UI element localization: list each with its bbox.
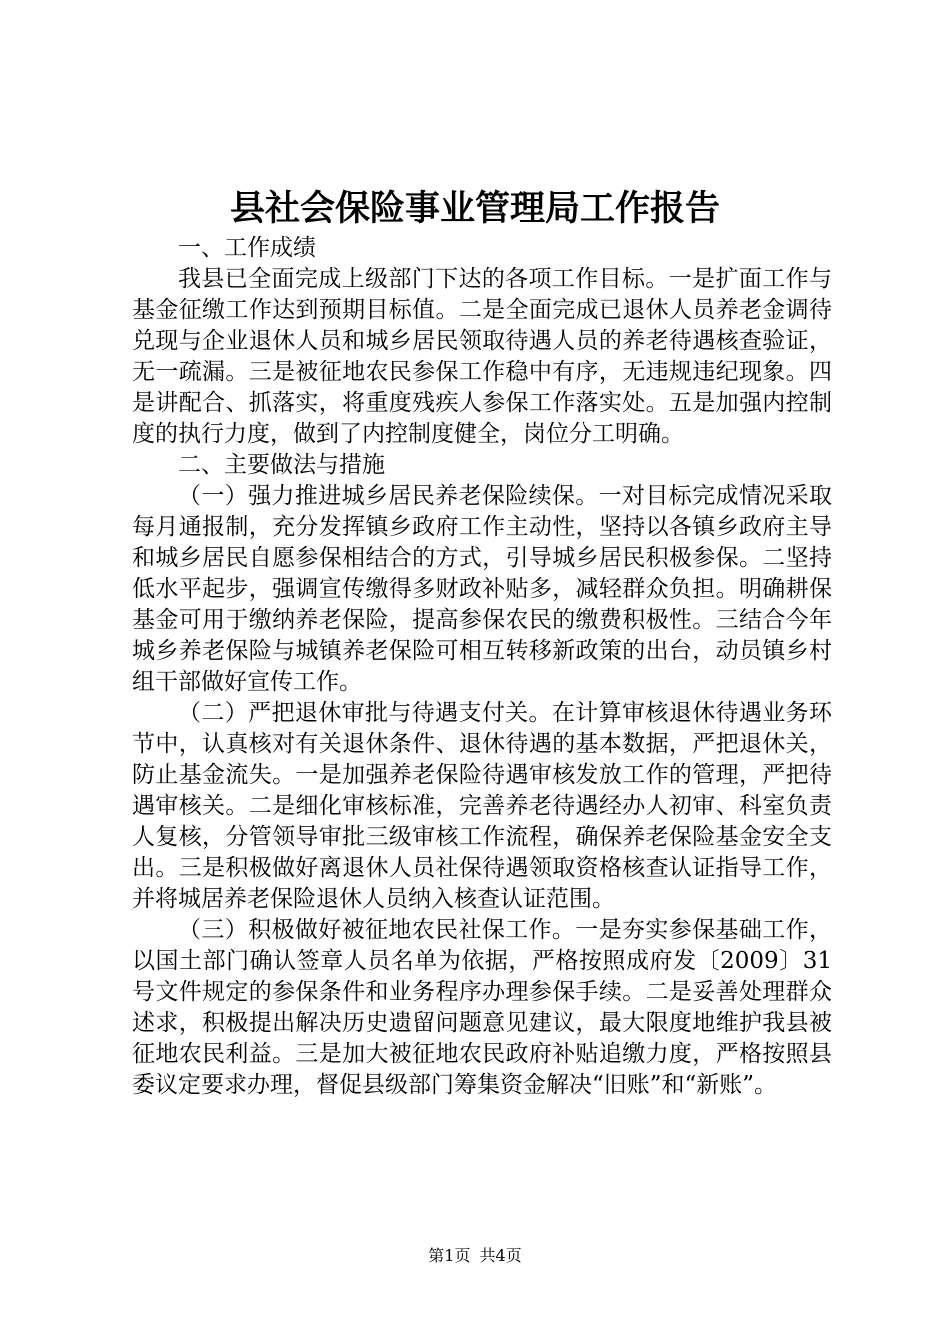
section-heading-achievements: 一、工作成绩	[178, 235, 316, 261]
page-total: 共4页	[479, 1246, 522, 1265]
paragraph-measure-3: （三）积极做好被征地农民社保工作。一是夯实参保基础工作，以国土部门确认签章人员名单为依据，严格按照成府发〔2009〕31号文件规定的参保条件和业务程序办理参保手续。二是妥善处理群众述求，积极提出解决历史遗留问题意见建议，最大限度地维护我县被征地农民利益。三是加大被征地农民政府补贴追缴力度，严格按照县委议定要求办理，督促县级部门筹集资金解决“旧账”和“新账”。	[132, 917, 832, 1098]
paragraph-measure-2: （二）严把退休审批与待遇支付关。在计算审核退休待遇业务环节中，认真核对有关退休条件、退休待遇的基本数据，严把退休关，防止基金流失。一是加强养老保险待遇审核发放工作的管理，严把待遇审核关。二是细化审核标准，完善养老待遇经办人初审、科室负责人复核，分管领导审批三级审核工作流程，确保养老保险基金安全支出。三是积极做好离退休人员社保待遇领取资格核查认证指导工作，并将城居养老保险退休人员纳入核查认证范围。	[132, 700, 832, 912]
document-title: 县社会保险事业管理局工作报告	[229, 188, 720, 229]
paragraph-achievements: 我县已全面完成上级部门下达的各项工作目标。一是扩面工作与基金征缴工作达到预期目标值。二是全面完成已退休人员养老金调待兑现与企业退休人员和城乡居民领取待遇人员的养老待遇核查验证，无一疏漏。三是被征地农民参保工作稳中有序，无违规违纪现象。四是讲配合、抓落实，将重度残疾人参保工作落实处。五是加强内控制度的执行力度，做到了内控制度健全，岗位分工明确。	[132, 266, 832, 447]
section-heading-measures: 二、主要做法与措施	[178, 452, 385, 478]
page-number: 第1页	[428, 1246, 471, 1265]
document-body	[132, 233, 832, 1101]
paragraph-measure-1: （一）强力推进城乡居民养老保险续保。一对目标完成情况采取每月通报制，充分发挥镇乡政府工作主动性，坚持以各镇乡政府主导和城乡居民自愿参保相结合的方式，引导城乡居民积极参保。二坚持低水平起步，强调宣传缴得多财政补贴多，减轻群众负担。明确耕保基金可用于缴纳养老保险，提高参保农民的缴费积极性。三结合今年城乡养老保险与城镇养老保险可相互转移新政策的出台，动员镇乡村组干部做好宣传工作。	[132, 483, 832, 695]
page-footer	[0, 1245, 950, 1267]
